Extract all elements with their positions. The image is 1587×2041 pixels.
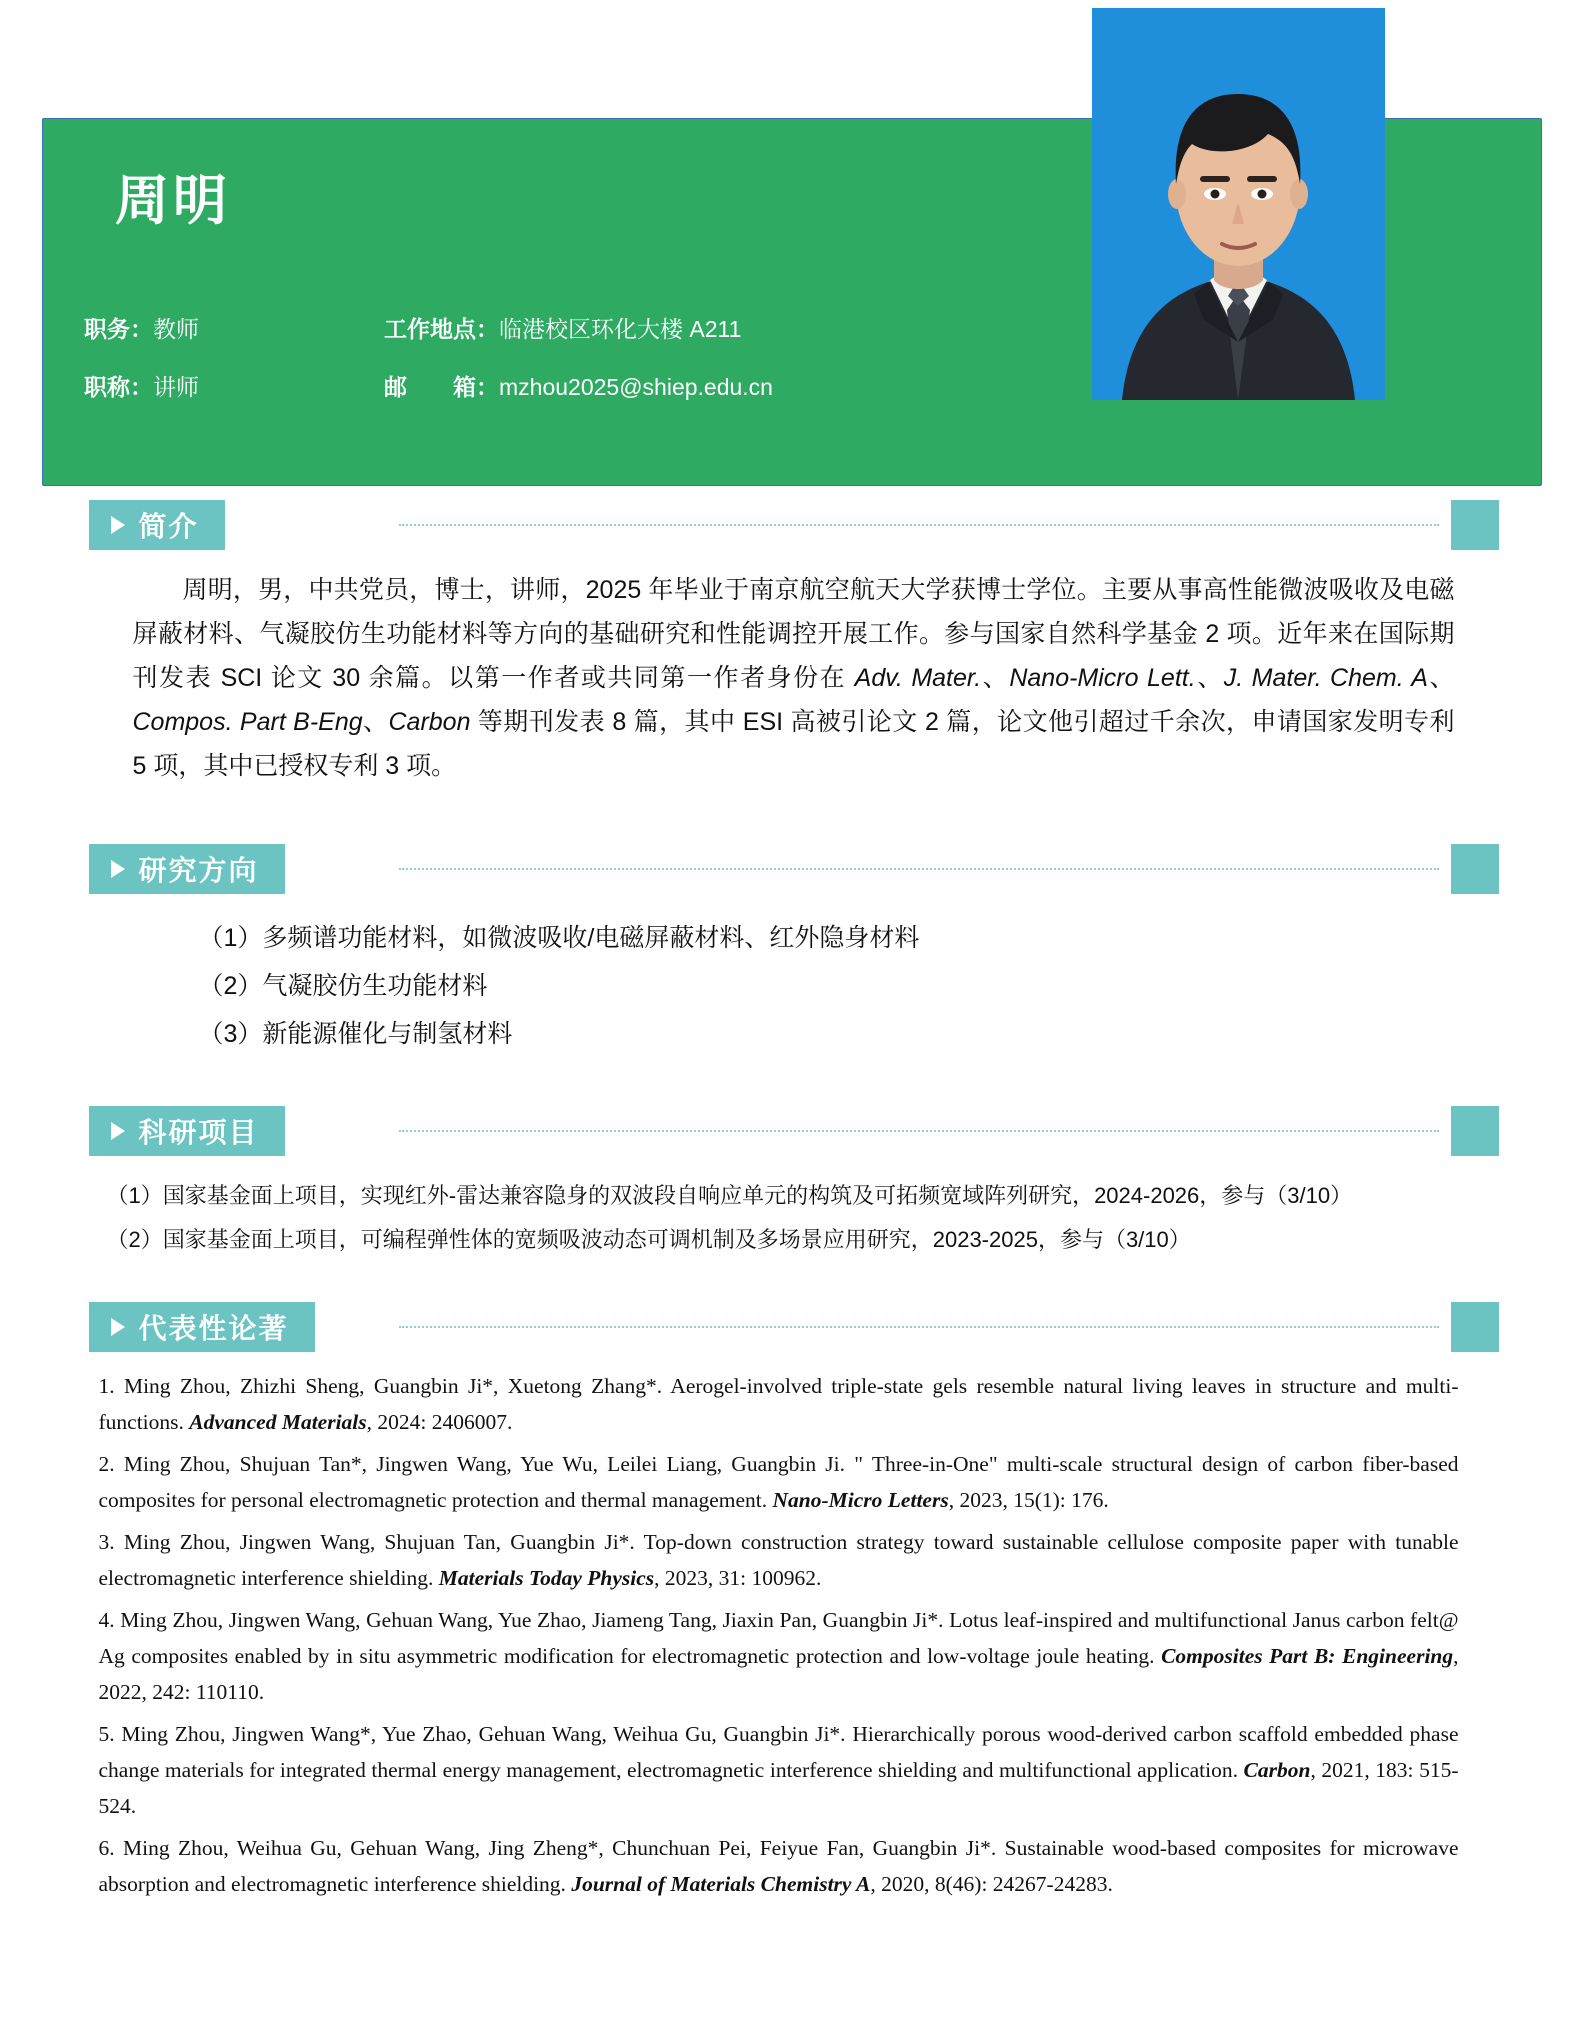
publication-journal: Journal of Materials Chemistry A [571, 1872, 871, 1896]
journal-jmca: J. Mater. Chem. A [1223, 664, 1428, 692]
dotted-divider [399, 1326, 1439, 1328]
publication-citation: , 2023, 15(1): 176. [948, 1488, 1109, 1512]
sep: 、 [981, 664, 1010, 692]
meta-position [84, 300, 384, 358]
dotted-divider [399, 1130, 1439, 1132]
triangle-icon [111, 1318, 125, 1336]
section-research [89, 844, 1499, 1058]
section-header-projects [89, 1106, 1499, 1156]
page-title: 周明 [115, 171, 231, 231]
publication-journal: Composites Part B: Engineering [1161, 1644, 1454, 1668]
list-item: （2）气凝胶仿生功能材料 [198, 972, 488, 1000]
meta-position-label: 职务： [84, 316, 153, 342]
section-header-intro [89, 500, 1499, 550]
section-title-bar [89, 500, 225, 550]
section-end-block [1451, 1302, 1499, 1352]
journal-nano-micro-lett: Nano-Micro Lett. [1009, 664, 1196, 692]
publication-text: 5. Ming Zhou, Jingwen Wang*, Yue Zhao, Gehuan Wang, Weihua Gu, Guangbin Ji*. Hierarchically porous wood-derived carbon scaffold embedded phase change materials for integrated thermal energy management, electromagnetic interference shielding and multifunctional application. [98, 1722, 1459, 1782]
list-item [99, 1368, 1459, 1440]
meta-rank-label: 职称： [84, 374, 153, 400]
projects-list [89, 1162, 1499, 1262]
triangle-icon [111, 1122, 125, 1140]
publication-journal: Advanced Materials [189, 1410, 367, 1434]
publication-journal: Nano-Micro Letters [772, 1488, 949, 1512]
publication-citation: , 2021, 183: 515-524. [98, 1758, 1459, 1818]
dotted-divider [399, 868, 1439, 870]
publication-journal: Materials Today Physics [438, 1566, 655, 1590]
section-end-block [1451, 1106, 1499, 1156]
list-item: （1）国家基金面上项目，实现红外-雷达兼容隐身的双波段自响应单元的构筑及可拓频宽域阵列研究，2024-2026，参与（3/10） [106, 1183, 1353, 1208]
publication-list [89, 1358, 1499, 1902]
meta-row [84, 358, 1084, 416]
list-item [99, 1446, 1459, 1518]
publication-text: 6. Ming Zhou, Weihua Gu, Gehuan Wang, Jing Zheng*, Chunchuan Pei, Feiyue Fan, Guangbin Ji*. Sustainable wood-based composites for microwave absorption and electromagnetic interference shielding. [98, 1836, 1459, 1896]
meta-position-value: 教师 [153, 316, 199, 342]
section-title-bar [89, 844, 285, 894]
intro-paragraph [89, 556, 1499, 788]
publication-text: 2. Ming Zhou, Shujuan Tan*, Jingwen Wang, Yue Wu, Leilei Liang, Guangbin Ji. " Three-in-One" multi-scale structural design of carbon fiber-based composites for personal electromagnetic protection and thermal management. [98, 1452, 1459, 1512]
meta-office-label: 工作地点： [384, 316, 499, 342]
journal-compos-part-b: Compos. Part B-Eng [132, 708, 363, 736]
meta-email [384, 358, 773, 416]
section-intro [89, 500, 1499, 788]
section-title: 代表性论著 [138, 1313, 289, 1344]
research-list [89, 900, 1499, 1058]
triangle-icon [111, 516, 125, 534]
section-title: 科研项目 [138, 1117, 259, 1148]
list-item [99, 1830, 1459, 1902]
list-item [99, 1716, 1459, 1824]
publication-citation: , 2022, 242: 110110. [98, 1644, 1459, 1704]
section-publications [89, 1302, 1499, 1902]
avatar [1092, 8, 1385, 400]
journal-carbon: Carbon [388, 708, 471, 736]
meta-email-label: 邮 箱： [384, 374, 499, 400]
publication-citation: , 2023, 31: 100962. [654, 1566, 822, 1590]
section-title: 简介 [138, 511, 199, 542]
profile-header [0, 0, 1587, 500]
section-end-block [1451, 844, 1499, 894]
publication-text: 3. Ming Zhou, Jingwen Wang, Shujuan Tan, Guangbin Ji*. Top-down construction strategy toward sustainable cellulose composite paper with tunable electromagnetic interference shielding. [98, 1530, 1459, 1590]
dotted-divider [399, 524, 1439, 526]
section-title: 研究方向 [138, 855, 259, 886]
triangle-icon [111, 860, 125, 878]
publication-journal: Carbon [1243, 1758, 1311, 1782]
list-item: （1）多频谱功能材料，如微波吸收/电磁屏蔽材料、红外隐身材料 [198, 924, 920, 952]
section-end-block [1451, 500, 1499, 550]
meta-rank [84, 358, 384, 416]
intro-text-1: 周明，男，中共党员，博士，讲师，2025 年毕业于南京航空航天大学获博士学位。主要从事高性能微波吸收及电磁屏蔽材料、气凝胶仿生功能材料等方向的基础研究和性能调控开展工作。参与国家自然科学基金 2 项。近年来在国际期刊发表 SCI 论文 30 余篇。以第一作者或共同第一作者身份在 [132, 576, 1455, 692]
meta-office-value: 临港校区环化大楼 A211 [499, 316, 742, 342]
section-header-publications [89, 1302, 1499, 1352]
sep: 、 [362, 708, 389, 736]
list-item: （3）新能源催化与制氢材料 [198, 1020, 513, 1048]
meta-rank-value: 讲师 [153, 374, 199, 400]
list-item [99, 1602, 1459, 1710]
list-item [99, 1524, 1459, 1596]
sep: 、 [1195, 664, 1224, 692]
section-projects [89, 1106, 1499, 1262]
section-title-bar [89, 1106, 285, 1156]
sep: 、 [1427, 664, 1455, 692]
journal-adv-mater: Adv. Mater. [854, 664, 982, 692]
section-header-research [89, 844, 1499, 894]
meta-email-value[interactable]: mzhou2025@shiep.edu.cn [499, 374, 773, 400]
meta-row [84, 300, 1084, 358]
section-title-bar [89, 1302, 315, 1352]
list-item: （2）国家基金面上项目，可编程弹性体的宽频吸波动态可调机制及多场景应用研究，2023-2025，参与（3/10） [106, 1227, 1191, 1252]
intro-text-2: 等期刊发表 8 篇，其中 ESI 高被引论文 2 篇，论文他引超过千余次，申请国家发明专利 5 项，其中已授权专利 3 项。 [132, 708, 1455, 780]
publication-text: 4. Ming Zhou, Jingwen Wang, Gehuan Wang, Yue Zhao, Jiameng Tang, Jiaxin Pan, Guangbin Ji*. Lotus leaf-inspired and multifunctional Janus carbon felt@ Ag composites enabled by in situ asymmetric modification for electromagnetic protection and low-voltage joule heating. [98, 1608, 1459, 1668]
header-meta [84, 300, 1084, 416]
publication-text: 1. Ming Zhou, Zhizhi Sheng, Guangbin Ji*, Xuetong Zhang*. Aerogel-involved triple-state gels resemble natural living leaves in structure and multi-functions. [98, 1374, 1459, 1434]
publication-citation: , 2024: 2406007. [366, 1410, 513, 1434]
publication-citation: , 2020, 8(46): 24267-24283. [870, 1872, 1113, 1896]
meta-office [384, 300, 741, 358]
